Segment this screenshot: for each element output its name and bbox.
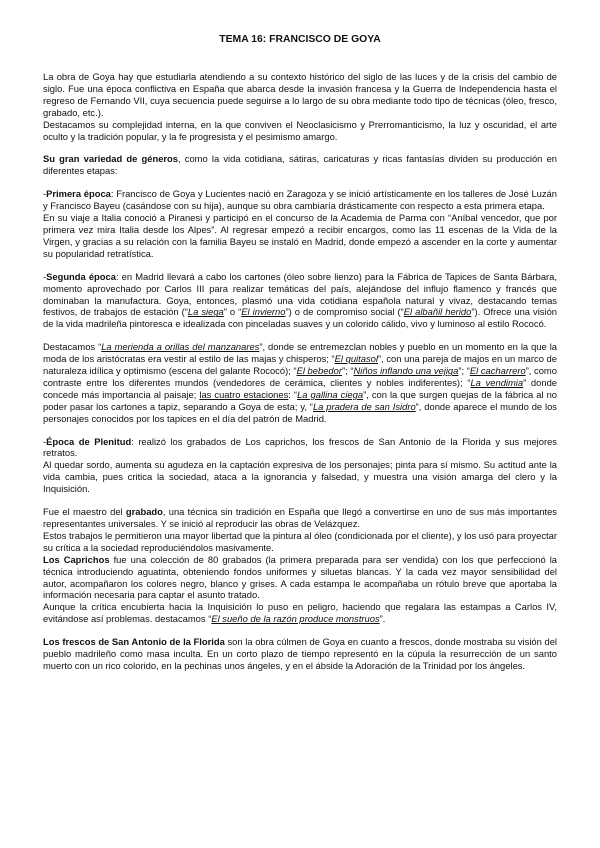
sordo-text: Al quedar sordo, aumenta su agudeza en la captación expresiva de los personajes; pinta para sí mismo. Su actitud ante la vida cambia, pues critica la sociedad, ataca a la ignorancia y falsedad, y muestra una visión amarga del clero y la Inquisición. [43,459,557,495]
complexity-text: Destacamos su complejidad interna, en la que conviven el Neoclasicismo y Prerromanticismo, la luz y oscuridad, el arte oculto y la tradición popular, y la fe progresista y el pesimismo amargo. [43,118,557,142]
body-text: ”, donde se entremezclan nobles y pueblo en un momento en la que la moda de los aristócratas era vestir al estilo de las majas y chisperos; “ [43,341,557,365]
primera-heading: Primera época [46,188,111,200]
body-text: Destacamos “ [43,341,102,353]
grabado-paragraph [43,506,557,530]
segunda-heading: Segunda época [46,270,116,282]
sordo-paragraph [43,459,557,495]
underlined-phrase: las cuatro estaciones [199,388,289,400]
document-title: TEMA 16: FRANCISCO DE GOYA [219,34,381,45]
genres-paragraph [43,153,557,177]
caprichos-paragraph [43,554,557,602]
body-text: , una técnica sin tradición en España que llegó a convertirse en uno de sus más importantes representantes universales. Y se inició al reproducir las obras de Velázquez. [43,506,557,529]
italia-paragraph [43,212,557,260]
caprichos-text: fue una colección de 80 grabados (la primera preparada para ser vendida) con los que perfeccionó la técnica introduciendo aguatinta, obteniendo fondos uniformes y siluetas blancas. Y la cada vez mayor sensibilidad del autor, acompañaron los colores negro, blanco y grises. A cada estampa le acompañaba un rótulo breve que aportaba la información necesaria para captar el asunto tratado. [43,553,557,601]
body-text: ”. [379,613,386,625]
genres-text: , como la vida cotidiana, sátiras, caricaturas y ricas fantasías dividen su producción en diferentes etapas: [43,153,558,177]
work-title: El cacharrero [469,365,526,377]
work-title: Niños inflando una vejiga [353,365,459,377]
italia-text: En su viaje a Italia conoció a Piranesi y participó en el concurso de la Academia de Parma con “Aníbal vencedor, que por primera vez mira Italia desde los Alpes”. Al regresar empezó a recibir encargos, como las 11 escenas de la Vida de la Virgen, y gracias a su relación con la familia Bayeu se instaló en Madrid, donde empezó a ascender en la corte y aumentar su popularidad retratística. [43,212,557,259]
work-title: La siega [187,306,224,318]
dash: - [43,270,47,282]
frescos-paragraph [43,636,557,672]
plenitud-heading: Época de Plenitud [46,435,132,447]
body-text: Fue el maestro del [43,506,126,518]
work-title: El quitasol [334,353,378,365]
work-title: El sueño de la razón produce monstruos [211,613,380,625]
work-title: El albañil herido [403,306,472,318]
primera-paragraph [43,188,557,212]
segunda-text: ” o “ [223,306,242,318]
work-title: La gallina ciega [297,388,364,400]
trabajos-text: Estos trabajos le permitieron una mayor libertad que la pintura al óleo (condicionada por el cliente), y los usó para proyectar su crítica a la sociedad reproduciéndolos masivamente. [43,529,557,553]
segunda-text: : en Madrid llevará a cabo los cartones (óleo sobre lienzo) para la Fábrica de Tapices de Santa Bárbara, momento aprovechado por Carlos III para realizar temáticas del país, alejándose del influjo flamenco y francés que dominaban la manufactura. Goya, entonces, plasmó una vida cotidiana española natural y vivaz, destacando temas festivos, de trabajos de estación (“ [43,270,557,318]
dash: - [43,435,47,447]
frescos-text: son la obra cúlmen de Goya en cuanto a frescos, donde mostraba su visión del pueblo madrileño como masa inculta. En un corto plazo de tiempo representó en la cúpula la resurrección de un santo muerto con un rico colorido, en la pechinas unos ángeles, y en el ábside la Adoración de la Trinidad por los ángeles. [43,636,558,671]
body-text: Aunque la crítica encubierta hacia la Inquisición lo puso en peligro, haciendo que regalara las estampas a Carlos IV, evitándose así problemas. destacamos “ [43,601,557,625]
work-title: El invierno [241,306,286,318]
work-title: El bebedor [296,365,342,377]
genres-heading: Su gran variedad de géneros [43,153,178,165]
primera-text: : Francisco de Goya y Lucientes nació en Zaragoza y se inició artísticamente en los talleres de José Luzán y Francisco Bayeu (casándose con su hija), aunque su obra cambiaría drásticamente con respecto a esta primera etapa. [43,188,557,212]
body-text: ”, con una pareja de majos en un marco de naturaleza idílica y optimismo (escena del galante Rococó); “ [43,353,557,377]
body-text: ”, con la que surgen quejas de la fábrica al no poder pasar los cartones a tapiz, separando a Goya de esta; y, “ [43,388,557,412]
frescos-heading: Los frescos de San Antonio de la Florida [43,636,225,648]
caprichos-heading: Los Caprichos [43,553,110,565]
body-text: ”; “ [341,365,354,377]
plenitud-text: : realizó los grabados de Los caprichos, los frescos de San Antonio de la Florida y sus mejores retratos. [43,435,557,459]
inquisicion-paragraph [43,601,557,625]
document-body [43,71,557,672]
grabado-bold: grabado [125,506,163,518]
segunda-text: ”). Ofrece una visión de la vida madrileña pintoresca e idealizada con pinceladas suaves y un colorido cálido, vivo y luminoso al estilo Rococó. [43,306,557,330]
intro-text: La obra de Goya hay que estudiarla atendiendo a su contexto histórico del siglo de las luces y de la crisis del cambio de siglo. Fue una época conflictiva en España que abarca desde la invasión francesa y la Guerra de Independencia hasta el regreso de Fernando VII, cuya secuencia puede seguirse a lo largo de su obra mediante todo tipo de técnicas (óleo, fresco, grabado, etc.). [43,71,557,118]
body-text: : “ [288,388,298,400]
segunda-paragraph [43,271,557,331]
body-text: ” donde concede más importancia al paisaje; [43,376,558,400]
body-text: ”; “ [458,365,470,377]
trabajos-paragraph [43,530,557,554]
work-title: La pradera de san Isidro [312,400,416,412]
work-title: La vendimia [470,376,524,388]
segunda-text: ”) o de compromiso social (“ [285,306,404,318]
body-text: ”, como contraste entre los diferentes mundos (vendedores de cerámica, clientes y nobles indiferentes); “ [43,365,557,388]
body-text: ”, donde aparece el mundo de los personajes conocidos por los tapices en el día del patrón de Madrid. [43,400,557,424]
work-title: La merienda a orillas del manzanares [101,341,260,353]
intro-paragraph [43,71,557,119]
destacamos-paragraph [43,341,557,424]
complexity-paragraph [43,119,557,143]
plenitud-paragraph [43,436,557,460]
dash: - [43,188,47,200]
